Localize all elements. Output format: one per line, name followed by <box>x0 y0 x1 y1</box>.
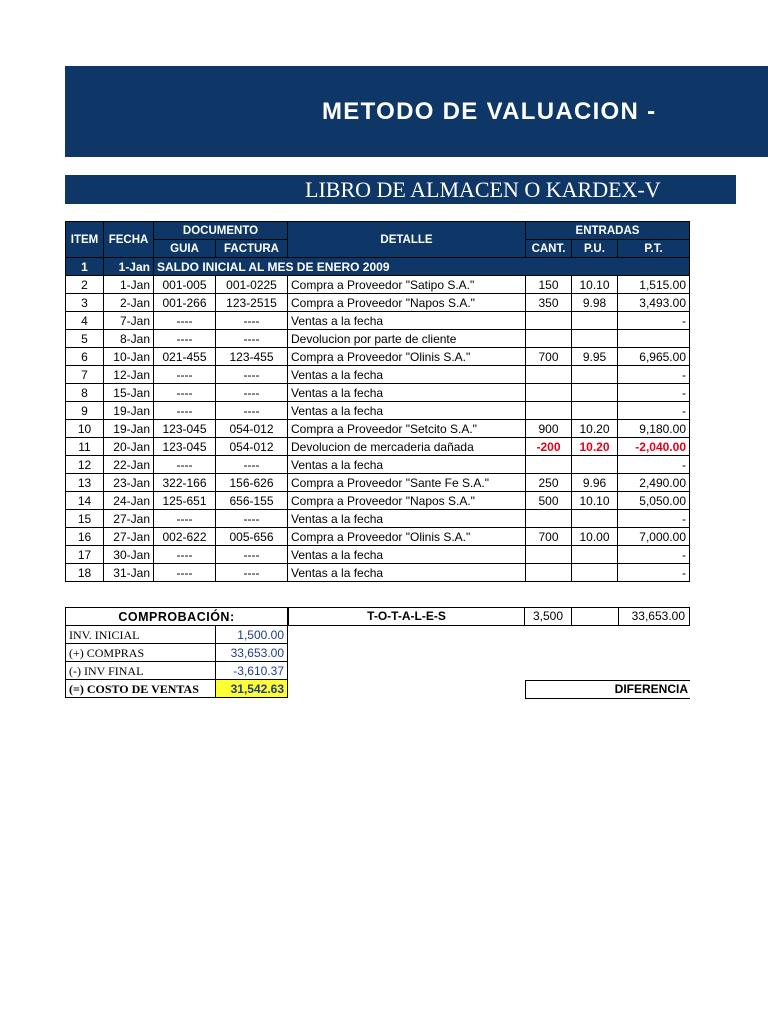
diferencia-label: DIFERENCIA <box>525 680 690 699</box>
cell-pu <box>572 456 618 474</box>
comprobacion-title-row <box>66 608 288 626</box>
comprobacion-row <box>66 680 288 698</box>
totales-cant: 3,500 <box>524 607 572 626</box>
cell-detalle: Ventas a la fecha <box>288 456 526 474</box>
cell-factura: ---- <box>216 312 288 330</box>
comprobacion-value: 1,500.00 <box>216 626 288 644</box>
comprobacion-table <box>65 607 288 698</box>
cell-item: 6 <box>66 348 104 366</box>
cell-detalle: Ventas a la fecha <box>288 564 526 582</box>
cell-item: 12 <box>66 456 104 474</box>
cell-factura: ---- <box>216 546 288 564</box>
cell-fecha: 1-Jan <box>104 276 154 294</box>
cell-pu <box>572 312 618 330</box>
subtitle: LIBRO DE ALMACEN O KARDEX-V <box>305 177 661 202</box>
cell-detalle: Devolucion de mercaderia dañada <box>288 438 526 456</box>
cell-factura: 005-656 <box>216 528 288 546</box>
totales-label: T-O-T-A-L-E-S <box>288 607 525 626</box>
cell-cant <box>526 510 572 528</box>
table-row <box>66 474 690 492</box>
cell-fecha: 12-Jan <box>104 366 154 384</box>
page-clip <box>690 215 768 715</box>
cell-fecha: 24-Jan <box>104 492 154 510</box>
table-row <box>66 402 690 420</box>
cell-pt: 5,050.00 <box>618 492 690 510</box>
cell-pt: - <box>618 366 690 384</box>
cell-cant <box>526 330 572 348</box>
saldo-item: 1 <box>66 258 104 276</box>
comprobacion-label: (-) INV FINAL <box>66 662 216 680</box>
cell-cant: -200 <box>526 438 572 456</box>
cell-pt <box>618 330 690 348</box>
cell-pu: 10.00 <box>572 528 618 546</box>
cell-pu <box>572 330 618 348</box>
table-row <box>66 312 690 330</box>
cell-factura: 054-012 <box>216 420 288 438</box>
header-fecha: FECHA <box>104 222 154 258</box>
comprobacion-label: (=) COSTO DE VENTAS <box>66 680 216 698</box>
cell-pu: 9.98 <box>572 294 618 312</box>
cell-pt: 3,493.00 <box>618 294 690 312</box>
saldo-detalle: SALDO INICIAL AL MES DE ENERO 2009 <box>154 258 690 276</box>
cell-item: 8 <box>66 384 104 402</box>
cell-pu: 10.10 <box>572 492 618 510</box>
cell-cant <box>526 564 572 582</box>
cell-fecha: 7-Jan <box>104 312 154 330</box>
cell-item: 16 <box>66 528 104 546</box>
cell-cant: 150 <box>526 276 572 294</box>
cell-pt: - <box>618 402 690 420</box>
cell-pu <box>572 366 618 384</box>
cell-guia: ---- <box>154 402 216 420</box>
cell-pt: - <box>618 546 690 564</box>
cell-detalle: Devolucion por parte de cliente <box>288 330 526 348</box>
cell-pt: 9,180.00 <box>618 420 690 438</box>
cell-detalle: Compra a Proveedor "Olinis S.A." <box>288 528 526 546</box>
cell-pt: - <box>618 384 690 402</box>
cell-detalle: Compra a Proveedor "Setcito S.A." <box>288 420 526 438</box>
cell-pt: 1,515.00 <box>618 276 690 294</box>
cell-pu: 10.20 <box>572 420 618 438</box>
cell-fecha: 30-Jan <box>104 546 154 564</box>
comprobacion-label: (+) COMPRAS <box>66 644 216 662</box>
cell-cant: 250 <box>526 474 572 492</box>
cell-cant: 900 <box>526 420 572 438</box>
cell-guia: 021-455 <box>154 348 216 366</box>
cell-item: 13 <box>66 474 104 492</box>
saldo-row <box>66 258 690 276</box>
comprobacion-label: INV. INICIAL <box>66 626 216 644</box>
comprobacion-row <box>66 644 288 662</box>
cell-fecha: 8-Jan <box>104 330 154 348</box>
cell-item: 11 <box>66 438 104 456</box>
cell-detalle: Compra a Proveedor "Napos S.A." <box>288 492 526 510</box>
cell-factura: ---- <box>216 456 288 474</box>
cell-pu <box>572 564 618 582</box>
cell-guia: ---- <box>154 546 216 564</box>
header-row-1 <box>66 222 690 240</box>
cell-detalle: Ventas a la fecha <box>288 510 526 528</box>
cell-pu <box>572 384 618 402</box>
cell-guia: ---- <box>154 564 216 582</box>
cell-pu: 10.20 <box>572 438 618 456</box>
cell-pu: 9.95 <box>572 348 618 366</box>
cell-guia: ---- <box>154 510 216 528</box>
cell-factura: ---- <box>216 402 288 420</box>
cell-fecha: 22-Jan <box>104 456 154 474</box>
header-detalle: DETALLE <box>288 222 526 258</box>
cell-guia: 001-005 <box>154 276 216 294</box>
cell-cant: 700 <box>526 348 572 366</box>
header-pt: P.T. <box>618 240 690 258</box>
cell-pt: -2,040.00 <box>618 438 690 456</box>
cell-factura: 123-455 <box>216 348 288 366</box>
cell-pt: 6,965.00 <box>618 348 690 366</box>
cell-guia: 002-622 <box>154 528 216 546</box>
cell-factura: 156-626 <box>216 474 288 492</box>
cell-guia: 125-651 <box>154 492 216 510</box>
cell-detalle: Compra a Proveedor "Satipo S.A." <box>288 276 526 294</box>
cell-factura: 001-0225 <box>216 276 288 294</box>
cell-guia: ---- <box>154 366 216 384</box>
page-title: METODO DE VALUACION - <box>322 98 657 125</box>
cell-guia: ---- <box>154 330 216 348</box>
kardex-table <box>65 221 690 582</box>
cell-pu: 10.10 <box>572 276 618 294</box>
header-item: ITEM <box>66 222 104 258</box>
cell-factura: ---- <box>216 384 288 402</box>
cell-guia: 123-045 <box>154 420 216 438</box>
cell-pt: 2,490.00 <box>618 474 690 492</box>
cell-pt: 7,000.00 <box>618 528 690 546</box>
cell-item: 4 <box>66 312 104 330</box>
cell-guia: ---- <box>154 456 216 474</box>
cell-pt: - <box>618 510 690 528</box>
cell-factura: ---- <box>216 366 288 384</box>
cell-cant: 700 <box>526 528 572 546</box>
table-row <box>66 384 690 402</box>
table-row <box>66 366 690 384</box>
table-row <box>66 438 690 456</box>
subtitle-banner <box>65 175 736 204</box>
cell-factura: ---- <box>216 564 288 582</box>
cell-cant <box>526 402 572 420</box>
cell-factura: 123-2515 <box>216 294 288 312</box>
cell-detalle: Ventas a la fecha <box>288 402 526 420</box>
header-guia: GUIA <box>154 240 216 258</box>
comprobacion-title: COMPROBACIÓN: <box>66 608 288 626</box>
comprobacion-value: -3,610.37 <box>216 662 288 680</box>
comprobacion-row <box>66 626 288 644</box>
totales-pu <box>571 607 619 626</box>
cell-guia: 123-045 <box>154 438 216 456</box>
cell-item: 14 <box>66 492 104 510</box>
cell-pt: - <box>618 312 690 330</box>
cell-fecha: 19-Jan <box>104 402 154 420</box>
cell-pt: - <box>618 564 690 582</box>
table-row <box>66 528 690 546</box>
table-row <box>66 294 690 312</box>
cell-pu <box>572 546 618 564</box>
cell-item: 15 <box>66 510 104 528</box>
cell-guia: 001-266 <box>154 294 216 312</box>
cell-cant <box>526 456 572 474</box>
cell-factura: 054-012 <box>216 438 288 456</box>
table-row <box>66 330 690 348</box>
cell-item: 3 <box>66 294 104 312</box>
header-entradas: ENTRADAS <box>526 222 690 240</box>
cell-fecha: 27-Jan <box>104 528 154 546</box>
table-row <box>66 348 690 366</box>
comprobacion-value: 31,542.63 <box>216 680 288 698</box>
cell-factura: ---- <box>216 510 288 528</box>
table-row <box>66 546 690 564</box>
cell-item: 9 <box>66 402 104 420</box>
cell-guia: 322-166 <box>154 474 216 492</box>
cell-cant <box>526 366 572 384</box>
cell-pu <box>572 402 618 420</box>
cell-guia: ---- <box>154 384 216 402</box>
cell-item: 7 <box>66 366 104 384</box>
cell-cant <box>526 384 572 402</box>
cell-item: 10 <box>66 420 104 438</box>
cell-cant <box>526 546 572 564</box>
cell-detalle: Ventas a la fecha <box>288 366 526 384</box>
comprobacion-value: 33,653.00 <box>216 644 288 662</box>
cell-pu <box>572 510 618 528</box>
table-row <box>66 420 690 438</box>
cell-cant <box>526 312 572 330</box>
cell-detalle: Ventas a la fecha <box>288 384 526 402</box>
table-row <box>66 564 690 582</box>
cell-fecha: 10-Jan <box>104 348 154 366</box>
cell-pt: - <box>618 456 690 474</box>
totales-pt: 33,653.00 <box>618 607 690 626</box>
cell-fecha: 19-Jan <box>104 420 154 438</box>
cell-item: 2 <box>66 276 104 294</box>
table-row <box>66 510 690 528</box>
cell-detalle: Ventas a la fecha <box>288 312 526 330</box>
cell-factura: ---- <box>216 330 288 348</box>
cell-item: 17 <box>66 546 104 564</box>
cell-fecha: 23-Jan <box>104 474 154 492</box>
table-row <box>66 456 690 474</box>
cell-pu: 9.96 <box>572 474 618 492</box>
cell-item: 18 <box>66 564 104 582</box>
header-documento: DOCUMENTO <box>154 222 288 240</box>
cell-fecha: 15-Jan <box>104 384 154 402</box>
cell-cant: 350 <box>526 294 572 312</box>
cell-fecha: 2-Jan <box>104 294 154 312</box>
header-cant: CANT. <box>526 240 572 258</box>
table-row <box>66 276 690 294</box>
cell-detalle: Compra a Proveedor "Napos S.A." <box>288 294 526 312</box>
table-row <box>66 492 690 510</box>
header-pu: P.U. <box>572 240 618 258</box>
cell-detalle: Compra a Proveedor "Sante Fe S.A." <box>288 474 526 492</box>
cell-item: 5 <box>66 330 104 348</box>
cell-detalle: Compra a Proveedor "Olinis S.A." <box>288 348 526 366</box>
cell-cant: 500 <box>526 492 572 510</box>
cell-fecha: 27-Jan <box>104 510 154 528</box>
header-factura: FACTURA <box>216 240 288 258</box>
cell-fecha: 20-Jan <box>104 438 154 456</box>
cell-factura: 656-155 <box>216 492 288 510</box>
cell-guia: ---- <box>154 312 216 330</box>
cell-fecha: 31-Jan <box>104 564 154 582</box>
cell-detalle: Ventas a la fecha <box>288 546 526 564</box>
comprobacion-row <box>66 662 288 680</box>
saldo-fecha: 1-Jan <box>104 258 154 276</box>
